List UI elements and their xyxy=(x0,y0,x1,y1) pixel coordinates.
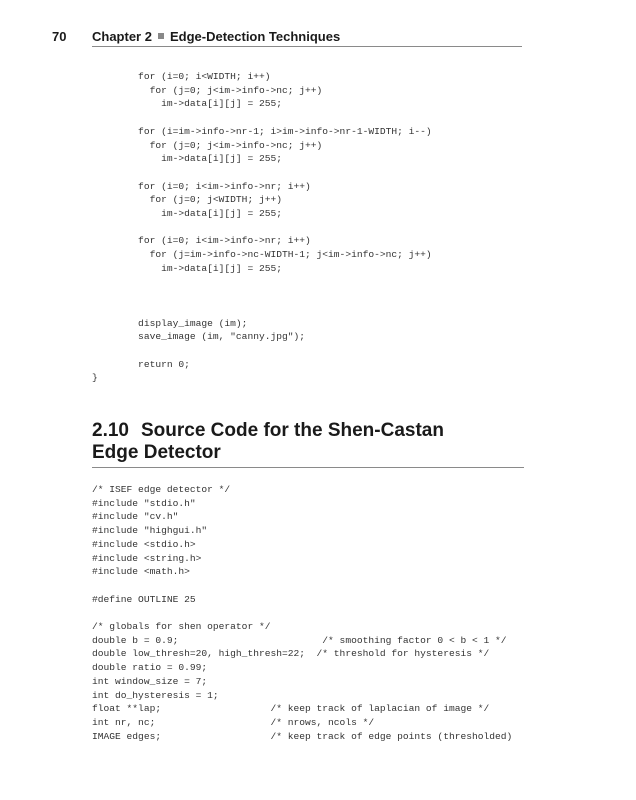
code-line: IMAGE edges; /* keep track of edge points (thresholded) xyxy=(92,730,513,742)
code-line: double low_thresh=20, high_thresh=22; /* threshold for hysteresis */ xyxy=(92,648,490,660)
chapter-label: Chapter 2 xyxy=(92,29,152,44)
code-line: /* globals for shen operator */ xyxy=(92,621,271,633)
code-line: #define OUTLINE 25 xyxy=(92,593,196,605)
code-line xyxy=(92,579,512,593)
code-line xyxy=(92,344,432,358)
section-title-line2: Edge Detector xyxy=(92,442,221,463)
code-line: im->data[i][j] = 255; xyxy=(92,153,282,165)
code-line: #include "stdio.h" xyxy=(92,497,196,509)
code-block-bottom xyxy=(92,483,512,743)
page-number: 70 xyxy=(52,29,67,44)
code-line xyxy=(92,111,432,125)
code-block-top xyxy=(92,70,432,385)
code-line: for (j=0; j<im->info->nc; j++) xyxy=(92,84,323,96)
code-line: double b = 0.9; /* smoothing factor 0 < b < 1 */ xyxy=(92,634,507,646)
code-line: #include <math.h> xyxy=(92,566,190,578)
code-line: #include <string.h> xyxy=(92,552,202,564)
section-heading xyxy=(92,420,524,468)
chapter-title: Edge-Detection Techniques xyxy=(169,29,341,44)
separator-square-icon xyxy=(158,33,164,39)
code-line: display_image (im); xyxy=(92,317,248,329)
code-line: for (i=0; i<WIDTH; i++) xyxy=(92,71,271,82)
code-line: for (j=im->info->nc-WIDTH-1; j<im->info->nc; j++) xyxy=(92,249,432,261)
code-line xyxy=(92,289,432,303)
section-number: 2.10 xyxy=(92,420,129,441)
code-line: int window_size = 7; xyxy=(92,675,208,687)
running-header xyxy=(52,28,522,47)
code-line: int do_hysteresis = 1; xyxy=(92,689,219,701)
code-line: float **lap; /* keep track of laplacian of image */ xyxy=(92,703,490,715)
code-line: for (j=0; j<im->info->nc; j++) xyxy=(92,139,323,151)
section-title-line1: Source Code for the Shen-Castan xyxy=(140,420,444,441)
code-line xyxy=(92,166,432,180)
code-line xyxy=(92,221,432,235)
chapter-heading xyxy=(92,29,340,44)
code-line: for (j=0; j<WIDTH; j++) xyxy=(92,194,282,206)
code-line: #include "highgui.h" xyxy=(92,525,208,537)
code-line: im->data[i][j] = 255; xyxy=(92,98,282,110)
code-line: im->data[i][j] = 255; xyxy=(92,208,282,220)
code-line: #include "cv.h" xyxy=(92,511,179,523)
code-line: double ratio = 0.99; xyxy=(92,662,208,674)
code-line: int nr, nc; /* nrows, ncols */ xyxy=(92,716,375,728)
code-line: save_image (im, "canny.jpg"); xyxy=(92,331,306,343)
code-line xyxy=(92,276,432,290)
code-line: } xyxy=(92,372,98,384)
code-line: return 0; xyxy=(92,358,190,370)
code-line: im->data[i][j] = 255; xyxy=(92,262,282,274)
code-line: for (i=im->info->nr-1; i>im->info->nr-1-WIDTH; i--) xyxy=(92,125,432,137)
code-line xyxy=(92,303,432,317)
code-line: for (i=0; i<im->info->nr; i++) xyxy=(92,235,311,247)
code-line: for (i=0; i<im->info->nr; i++) xyxy=(92,180,311,192)
code-line xyxy=(92,606,512,620)
code-line: #include <stdio.h> xyxy=(92,538,196,550)
code-line: /* ISEF edge detector */ xyxy=(92,484,231,495)
